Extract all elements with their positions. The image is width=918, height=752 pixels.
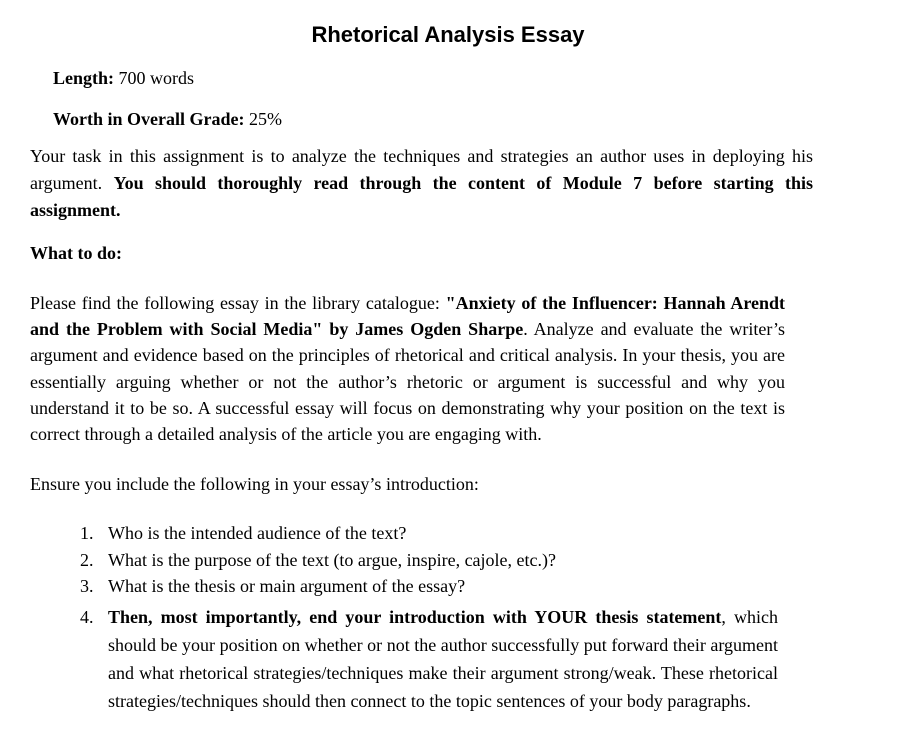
- list-number: 3.: [80, 576, 94, 596]
- question-list: [0, 520, 778, 715]
- list-item: [0, 520, 778, 547]
- instructions-lead: Please find the following essay in the library catalogue:: [30, 293, 440, 313]
- worth-value: 25%: [248, 109, 282, 129]
- worth-line: [53, 108, 282, 130]
- list-number: 4.: [80, 606, 94, 627]
- what-to-do-heading: What to do:: [30, 243, 123, 263]
- list-item-bold: Then, most importantly, end your introduction with YOUR thesis statement: [108, 606, 722, 627]
- list-item: [0, 603, 778, 715]
- list-item: [0, 573, 778, 600]
- intro-emphasis: You should thoroughly read through the content of Module 7 before starting this assignment.: [30, 173, 814, 220]
- list-item-text: , which should be your position on whether or not the author successfully put forward their argument and what rhetorical strategies/techniques make their argument strong/weak. These rhetorical strategies/techniques should then connect to the topic sentences of your body paragraphs.: [108, 606, 778, 711]
- list-item: [0, 547, 778, 574]
- document-title: Rhetorical Analysis Essay: [311, 22, 585, 47]
- list-number: 2.: [80, 549, 94, 570]
- intro-paragraph: [30, 143, 813, 224]
- list-item-text: What is the purpose of the text (to argue, inspire, cajole, etc.)?: [108, 549, 557, 570]
- ensure-text: Ensure you include the following in your essay’s introduction:: [30, 474, 479, 494]
- length-value: 700 words: [118, 68, 195, 88]
- instructions-paragraph: [30, 290, 785, 447]
- worth-label: Worth in Overall Grade:: [53, 109, 245, 129]
- intro-text: Your task in this assignment is to analyze the techniques and strategies an author uses in deploying his argument.: [30, 146, 813, 193]
- length-line: [53, 67, 194, 89]
- list-item-text: What is the thesis or main argument of the essay?: [108, 576, 466, 596]
- essay-reference: "Anxiety of the Influencer: Hannah Arendt and the Problem with Social Media" by James Ogden Sharpe: [30, 293, 786, 340]
- length-label: Length:: [53, 68, 115, 88]
- list-item-text: Who is the intended audience of the text?: [108, 523, 407, 543]
- list-number: 1.: [80, 523, 94, 543]
- instructions-body: . Analyze and evaluate the writer’s argument and evidence based on the principles of rhetorical and critical analysis. In your thesis, you are essentially arguing whether or not the author’s rhetoric or argument is successful and why you understand it to be so. A successful essay will focus on demonstrating why your position on the text is correct through a detailed analysis of the article you are engaging with.: [30, 319, 785, 445]
